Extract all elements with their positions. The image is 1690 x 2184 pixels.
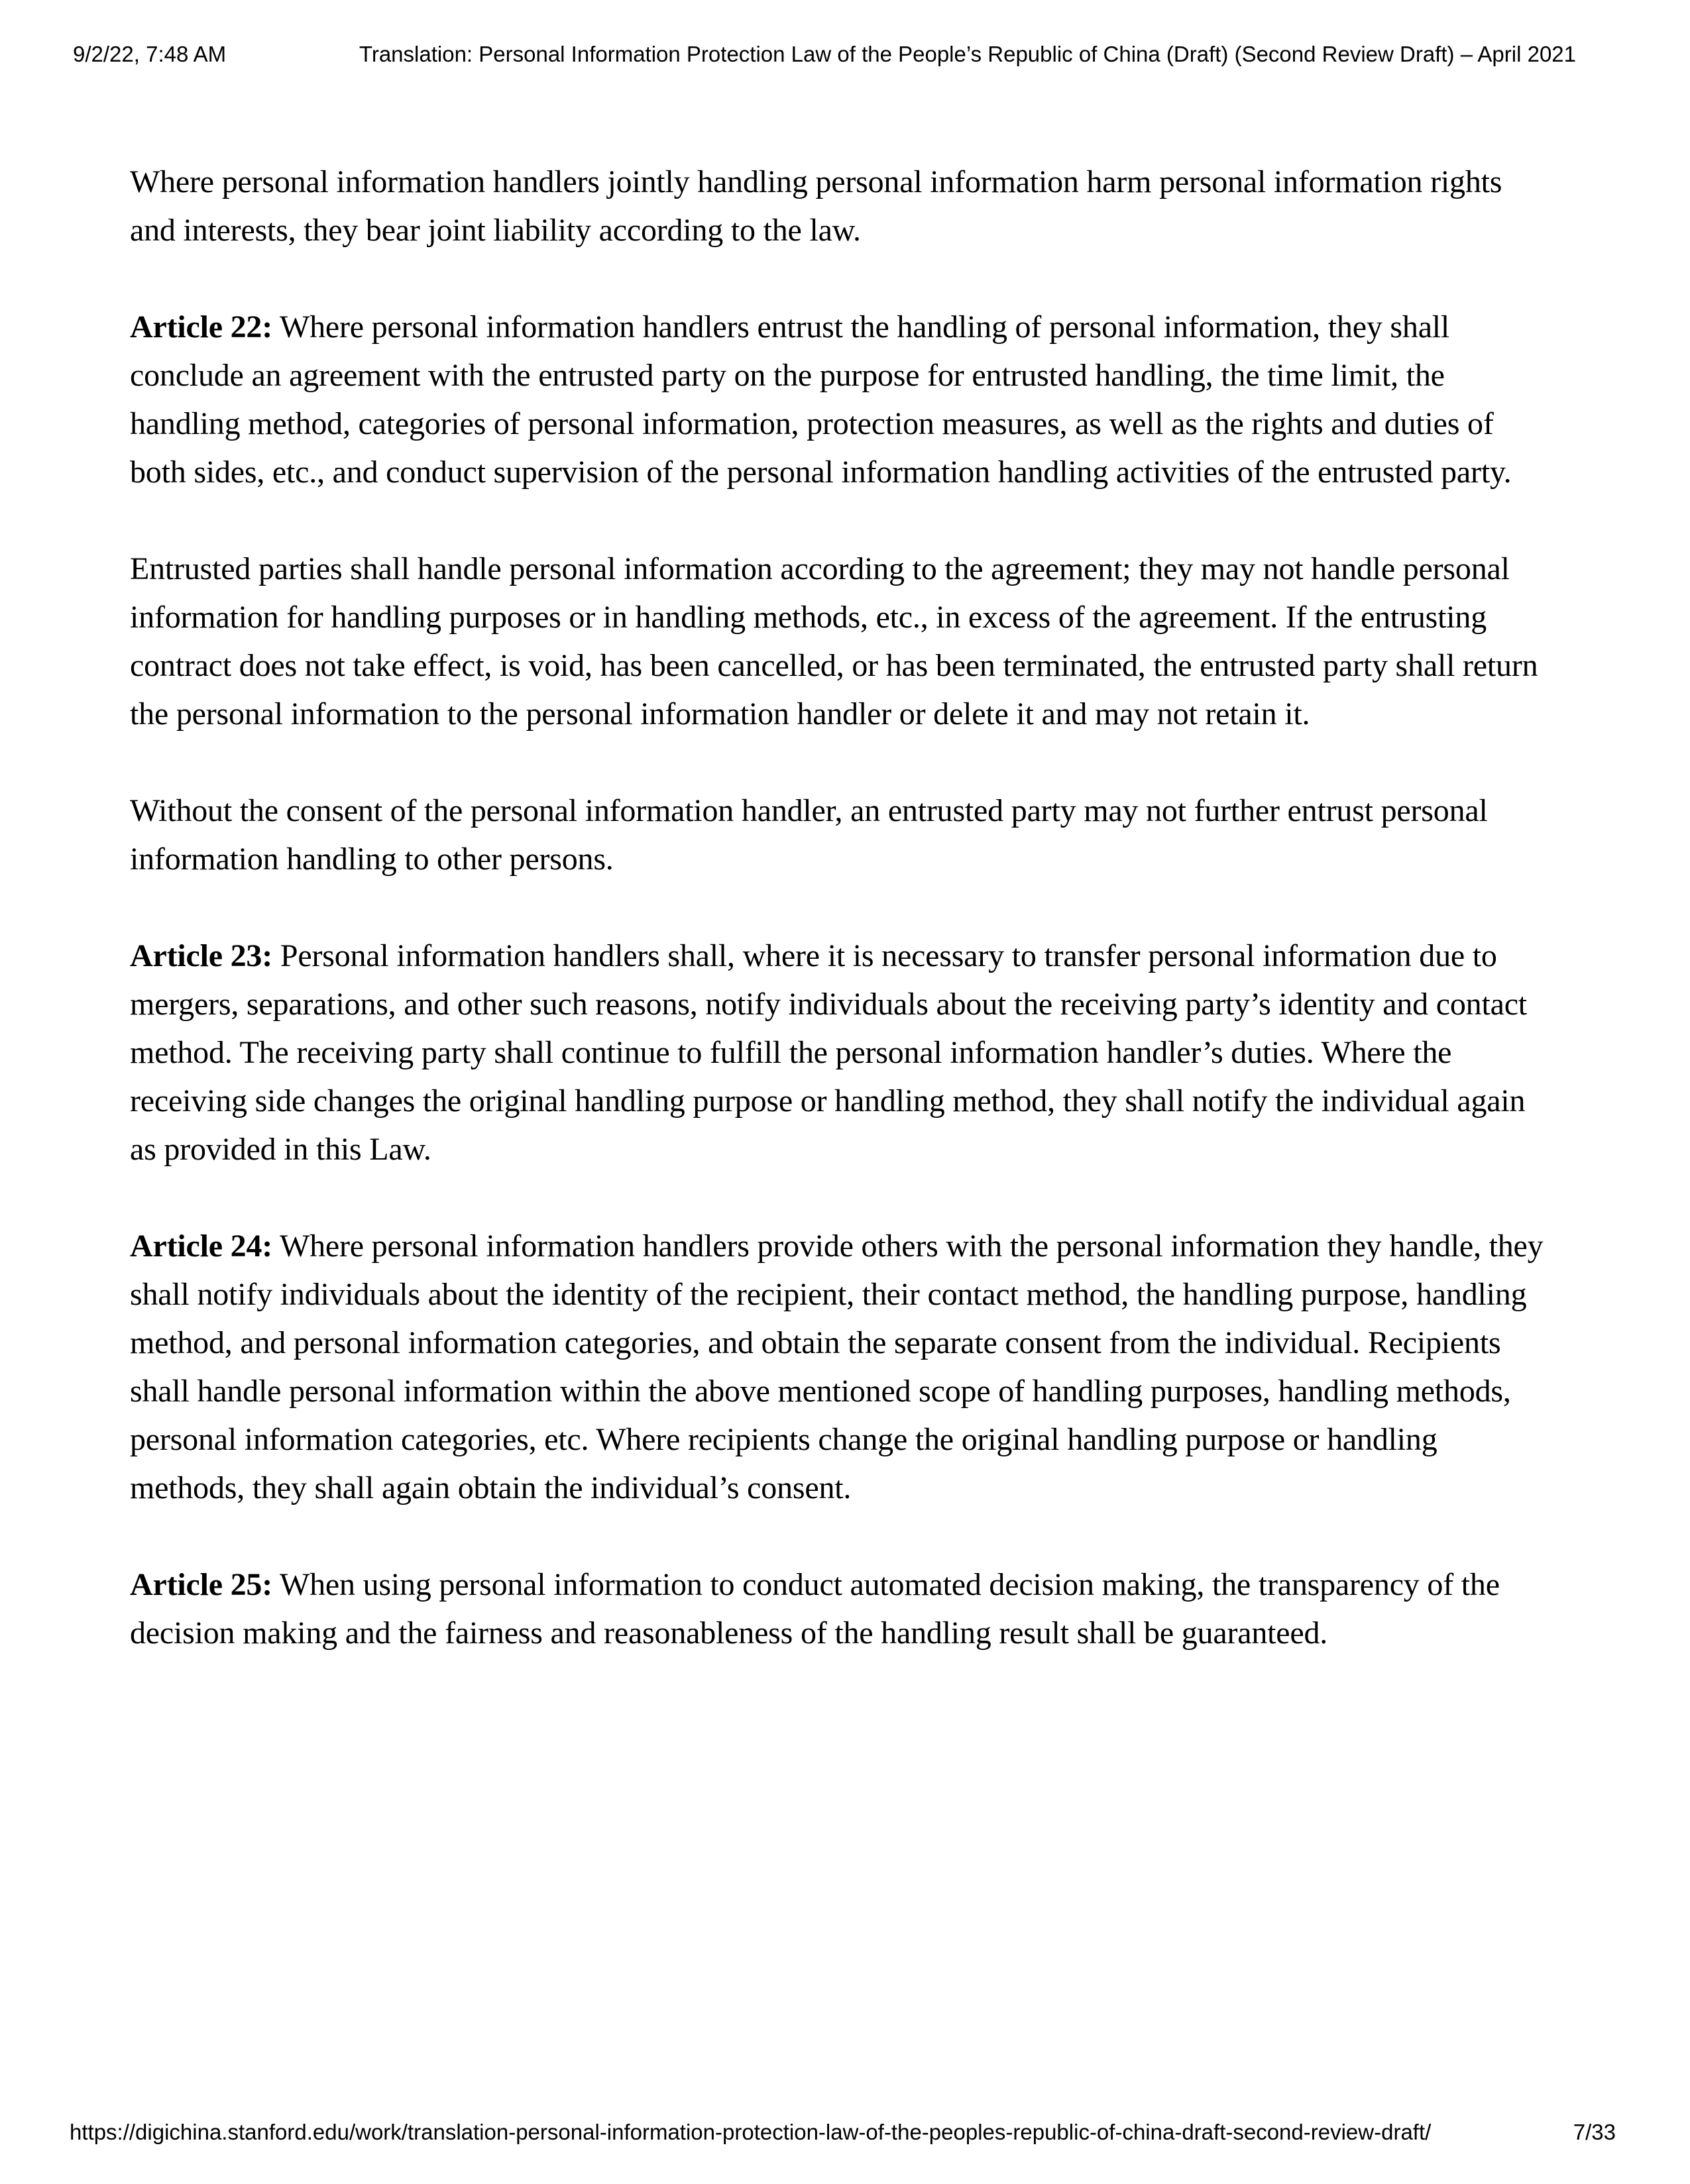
paragraph-further-entrustment [130, 787, 1555, 883]
paragraph-article-23 [130, 932, 1555, 1174]
paragraph-text: Personal information handlers shall, where it is necessary to transfer personal information due to mergers, separations, and other such reasons, notify individuals about the receiving party’s identity and contact method. The receiving party shall continue to fulfill the personal information handler’s duties. Where the receiving side changes the original handling purpose or handling method, they shall notify the individual again as provided in this Law. [130, 938, 1527, 1167]
paragraph-text: Where personal information handlers provide others with the personal information they handle, they shall notify individuals about the identity of the recipient, their contact method, the handling purpose, handling method, and personal information categories, and obtain the separate consent from the individual. Recipients shall handle personal information within the above mentioned scope of handling purposes, handling methods, personal information categories, etc. Where recipients change the original handling purpose or handling methods, they shall again obtain the individual’s consent. [130, 1228, 1544, 1505]
page-number: 7/33 [1573, 2120, 1616, 2144]
article-number-label: Article 24: [130, 1228, 273, 1264]
article-number-label: Article 22: [130, 309, 273, 345]
article-number-label: Article 25: [130, 1567, 273, 1602]
source-url: https://digichina.stanford.edu/work/translation-personal-information-protection-law-of-the-peoples-republic-of-china-draft-second-review-draft/ [70, 2120, 1432, 2144]
document-body [130, 158, 1555, 1657]
print-footer [70, 2120, 1616, 2144]
paragraph-text: Where personal information handlers jointly handling personal information harm personal information rights and interests, they bear joint liability according to the law. [130, 164, 1502, 248]
paragraph-text: When using personal information to conduct automated decision making, the transparency of the decision making and the fairness and reasonableness of the handling result shall be guaranteed. [130, 1567, 1500, 1651]
paragraph-entrusted-parties [130, 545, 1555, 738]
paragraph-article-25 [130, 1560, 1555, 1657]
print-date: 9/2/22, 7:48 AM [73, 42, 227, 66]
paragraph-text: Where personal information handlers entrust the handling of personal information, they shall conclude an agreement with the entrusted party on the purpose for entrusted handling, the time limit, the handling method, categories of personal information, protection measures, as well as the rights and duties of both sides, etc., and conduct supervision of the personal information handling activities of the entrusted party. [130, 309, 1512, 490]
print-header [73, 42, 1576, 66]
paragraph-text: Entrusted parties shall handle personal information according to the agreement; they may not handle personal information for handling purposes or in handling methods, etc., in excess of the agreement. If the entrusting contract does not take effect, is void, has been cancelled, or has been terminated, the entrusted party shall return the personal information to the personal information handler or delete it and may not retain it. [130, 551, 1538, 732]
print-title: Translation: Personal Information Protection Law of the People’s Republic of China (Draft) (Second Review Draft) – April 2021 [359, 42, 1576, 66]
paragraph-joint-liability [130, 158, 1555, 254]
paragraph-article-24 [130, 1222, 1555, 1512]
paragraph-article-22 [130, 303, 1555, 496]
article-number-label: Article 23: [130, 938, 273, 973]
paragraph-text: Without the consent of the personal information handler, an entrusted party may not further entrust personal information handling to other persons. [130, 793, 1488, 877]
